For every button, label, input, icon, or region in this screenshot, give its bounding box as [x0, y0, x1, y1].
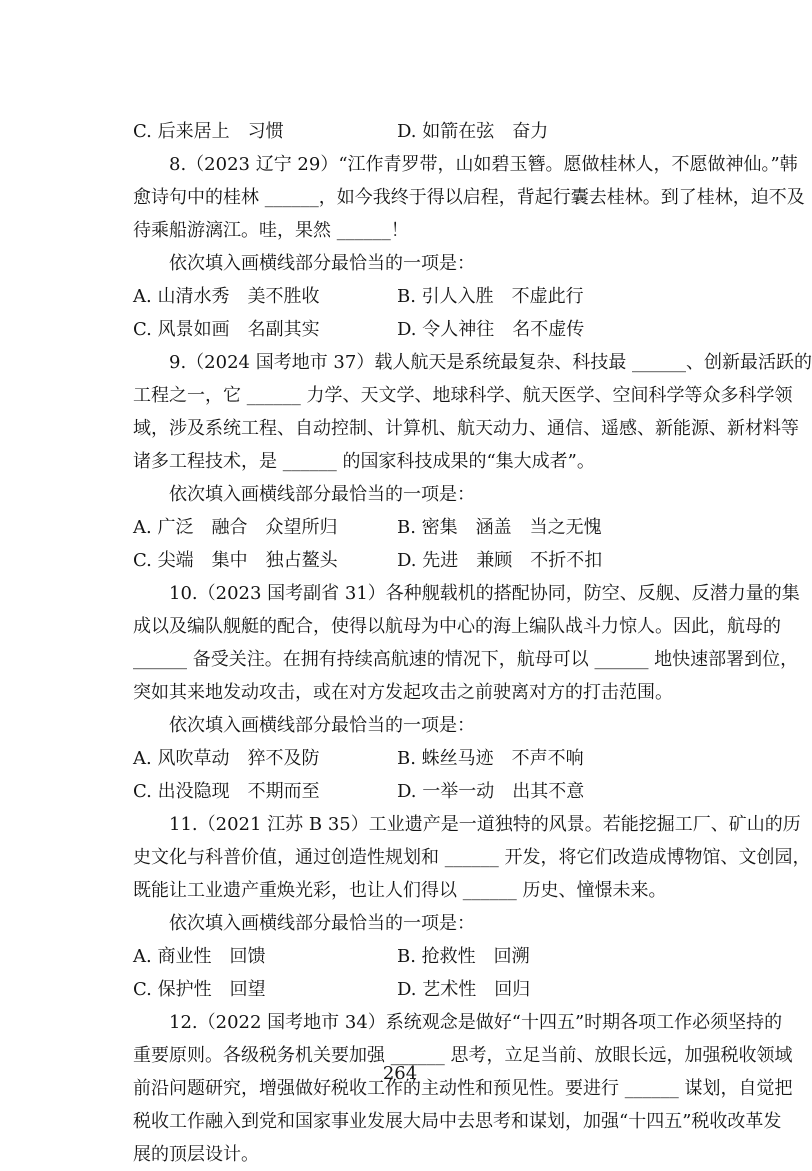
option-a: A. 广泛 融合 众望所归 [133, 517, 338, 538]
option-c: C. 尖端 集中 独占鳌头 [133, 550, 338, 571]
question-7-options [133, 115, 678, 148]
question-text-line: 前沿问题研究，增强做好税收工作的主动性和预见性。要进行 ______ 谋划，自觉把 [133, 1078, 793, 1099]
options-row [133, 313, 678, 346]
question-text-line: 愈诗句中的桂林 ______，如今我终于得以启程，背起行囊去桂林。到了桂林，迫不及 [133, 187, 805, 208]
question-text-line: 8.（2023 辽宁 29）“江作青罗带，山如碧玉簪。愿做桂林人，不愿做神仙。”韩 [169, 154, 798, 175]
option-a: A. 风吹草动 猝不及防 [133, 748, 320, 769]
option-c: C. 后来居上 习惯 [133, 121, 284, 142]
options-row [133, 973, 678, 1006]
question-text-line: 域，涉及系统工程、自动控制、计算机、航天动力、通信、遥感、新能源、新材料等 [133, 418, 799, 439]
question-text-line: 11.（2021 江苏 B 35）工业遗产是一道独特的风景。若能挖掘工厂、矿山的历 [169, 814, 801, 835]
question-text-line: 工程之一，它 ______ 力学、天文学、地球科学、航天医学、空间科学等众多科学领 [133, 385, 793, 406]
option-a: A. 山清水秀 美不胜收 [133, 286, 320, 307]
page-body [133, 115, 812, 1171]
options-row [133, 280, 678, 313]
option-a: A. 商业性 回馈 [133, 946, 266, 967]
option-d: D. 如箭在弦 奋力 [397, 121, 549, 142]
question-text-line: 诸多工程技术，是 ______ 的国家科技成果的“集大成者”。 [133, 451, 595, 472]
option-b: B. 密集 涵盖 当之无愧 [397, 517, 602, 538]
question-text-line: 10.（2023 国考副省 31）各种舰载机的搭配协同，防空、反舰、反潜力量的集 [169, 583, 800, 604]
options-row [133, 544, 678, 577]
option-b: B. 引人入胜 不虚此行 [397, 286, 584, 307]
option-d: D. 艺术性 回归 [397, 979, 531, 1000]
question-text-line: ______ 备受关注。在拥有持续高航速的情况下，航母可以 ______ 地快速部署到位， [133, 649, 799, 670]
question-11 [133, 808, 811, 1006]
question-text-line: 既能让工业遗产重焕光彩，也让人们得以 ______ 历史、憧憬未来。 [133, 880, 667, 901]
option-b: B. 蛛丝马迹 不声不响 [397, 748, 584, 769]
question-prompt: 依次填入画横线部分最恰当的一项是： [169, 253, 475, 274]
question-text-line: 重要原则。各级税务机关要加强 ______ 思考，立足当前、放眼长远，加强税收领域 [133, 1045, 793, 1066]
question-12 [133, 1006, 793, 1171]
option-d: D. 一举一动 出其不意 [397, 781, 585, 802]
option-c: C. 风景如画 名副其实 [133, 319, 320, 340]
options-row [133, 742, 678, 775]
option-d: D. 先进 兼顾 不折不扣 [397, 550, 603, 571]
question-10 [133, 577, 800, 808]
question-text-line: 成以及编队舰艇的配合，使得以航母为中心的海上编队战斗力惊人。因此，航母的 [133, 616, 781, 637]
question-9 [133, 346, 812, 577]
question-text-line: 9.（2024 国考地市 37）载人航天是系统最复杂、科技最 ______、创新最活跃的 [169, 352, 812, 373]
question-text-line: 待乘船游漓江。哇，果然 ______！ [133, 220, 409, 241]
option-c: C. 出没隐现 不期而至 [133, 781, 320, 802]
options-row [133, 511, 678, 544]
option-d: D. 令人神往 名不虚传 [397, 319, 585, 340]
options-row [133, 775, 678, 808]
question-text-line: 税收工作融入到党和国家事业发展大局中去思考和谋划，加强“十四五”税收改革发 [133, 1111, 782, 1132]
question-text-line: 史文化与科普价值，通过创造性规划和 ______ 开发，将它们改造成博物馆、文创园， [133, 847, 811, 868]
question-prompt: 依次填入画横线部分最恰当的一项是： [169, 913, 475, 934]
question-prompt: 依次填入画横线部分最恰当的一项是： [169, 715, 475, 736]
question-prompt: 依次填入画横线部分最恰当的一项是： [169, 484, 475, 505]
page-number: 264 [382, 1063, 418, 1084]
option-c: C. 保护性 回望 [133, 979, 266, 1000]
question-text-line: 12.（2022 国考地市 34）系统观念是做好“十四五”时期各项工作必须坚持的 [169, 1012, 783, 1033]
question-8 [133, 148, 805, 346]
option-b: B. 抢救性 回溯 [397, 946, 530, 967]
question-text-line: 展的顶层设计。 [133, 1144, 259, 1165]
question-text-line: 突如其来地发动攻击，或在对方发起攻击之前驶离对方的打击范围。 [133, 682, 673, 703]
options-row [133, 940, 678, 973]
